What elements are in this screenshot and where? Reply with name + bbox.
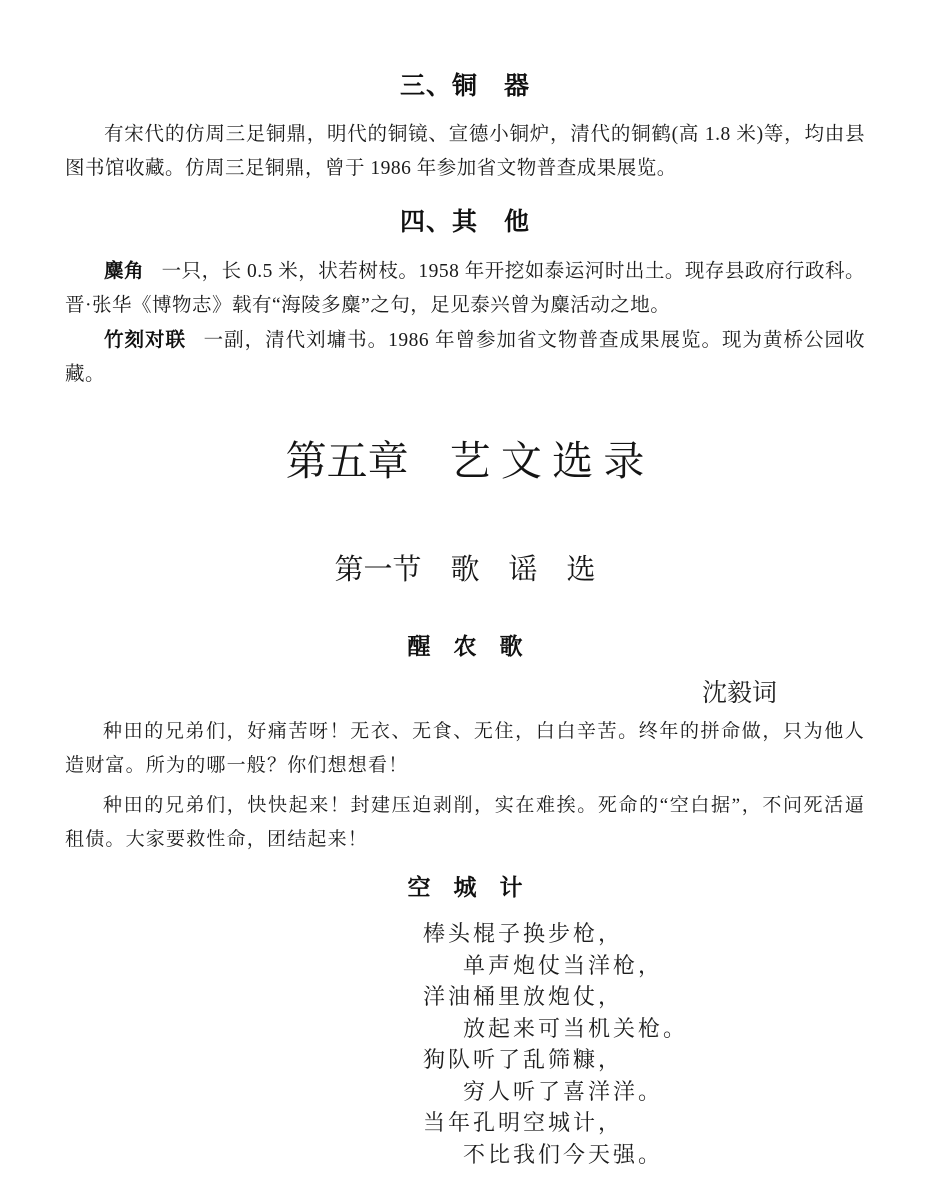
song-byline-author: 沈毅词 (701, 680, 777, 707)
term-elk-antler: 麋角 (104, 260, 145, 282)
poem-line: 棒头棍子换步枪， (423, 921, 624, 946)
chapter-title: 第五章 艺 文 选 录 (285, 438, 645, 484)
text-elk-antler: 一只，长 0.5 米，状若树枝。1958 年开挖如泰运河时出土。现存县政府行政科。晋·张华《博物志》载有“海陵多麋”之句，足见泰兴曾为麋活动之地。 (65, 261, 865, 316)
song-title-empty-city: 空 城 计 (407, 874, 523, 900)
page-content (65, 66, 865, 1170)
poem-line: 当年孔明空城计， (423, 1110, 624, 1135)
poem-line: 狗队听了乱筛糠， (423, 1047, 624, 1072)
poem-line: 放起来可当机关枪。 (463, 1015, 689, 1041)
poem-line: 穷人听了喜洋洋。 (463, 1078, 664, 1104)
poem-line: 洋油桶里放炮仗， (423, 984, 624, 1009)
text-bamboo-couplet: 一副，清代刘墉书。1986 年曾参加省文物普查成果展览。现为黄桥公园收藏。 (65, 330, 865, 385)
term-bamboo-couplet: 竹刻对联 (104, 329, 187, 351)
poem-empty-city (423, 918, 865, 1170)
heading-bronze-ware: 三、铜 器 (399, 72, 530, 100)
section-title-songs: 第一节 歌 谣 选 (334, 554, 596, 586)
song-title-wake-farmers: 醒 农 歌 (407, 633, 523, 659)
paragraph-bamboo-couplet (65, 323, 865, 392)
heading-others: 四、其 他 (399, 208, 530, 236)
song-paragraph-1: 种田的兄弟们，好痛苦呀！无衣、无食、无住，白白辛苦。终年的拼命做，只为他人造财富。所为的哪一般？你们想想看！ (65, 721, 865, 776)
paragraph-elk-antler (65, 254, 865, 323)
paragraph-bronze-ware: 有宋代的仿周三足铜鼎，明代的铜镜、宣德小铜炉，清代的铜鹤(高 1.8 米)等，均由县图书馆收藏。仿周三足铜鼎，曾于 1986 年参加省文物普查成果展览。 (65, 124, 865, 179)
poem-line: 不比我们今天强。 (463, 1141, 664, 1167)
poem-line: 单声炮仗当洋枪， (463, 952, 664, 978)
song-paragraph-2: 种田的兄弟们，快快起来！封建压迫剥削，实在难挨。死命的“空白据”，不问死活逼租债。大家要救性命，团结起来！ (65, 795, 865, 850)
